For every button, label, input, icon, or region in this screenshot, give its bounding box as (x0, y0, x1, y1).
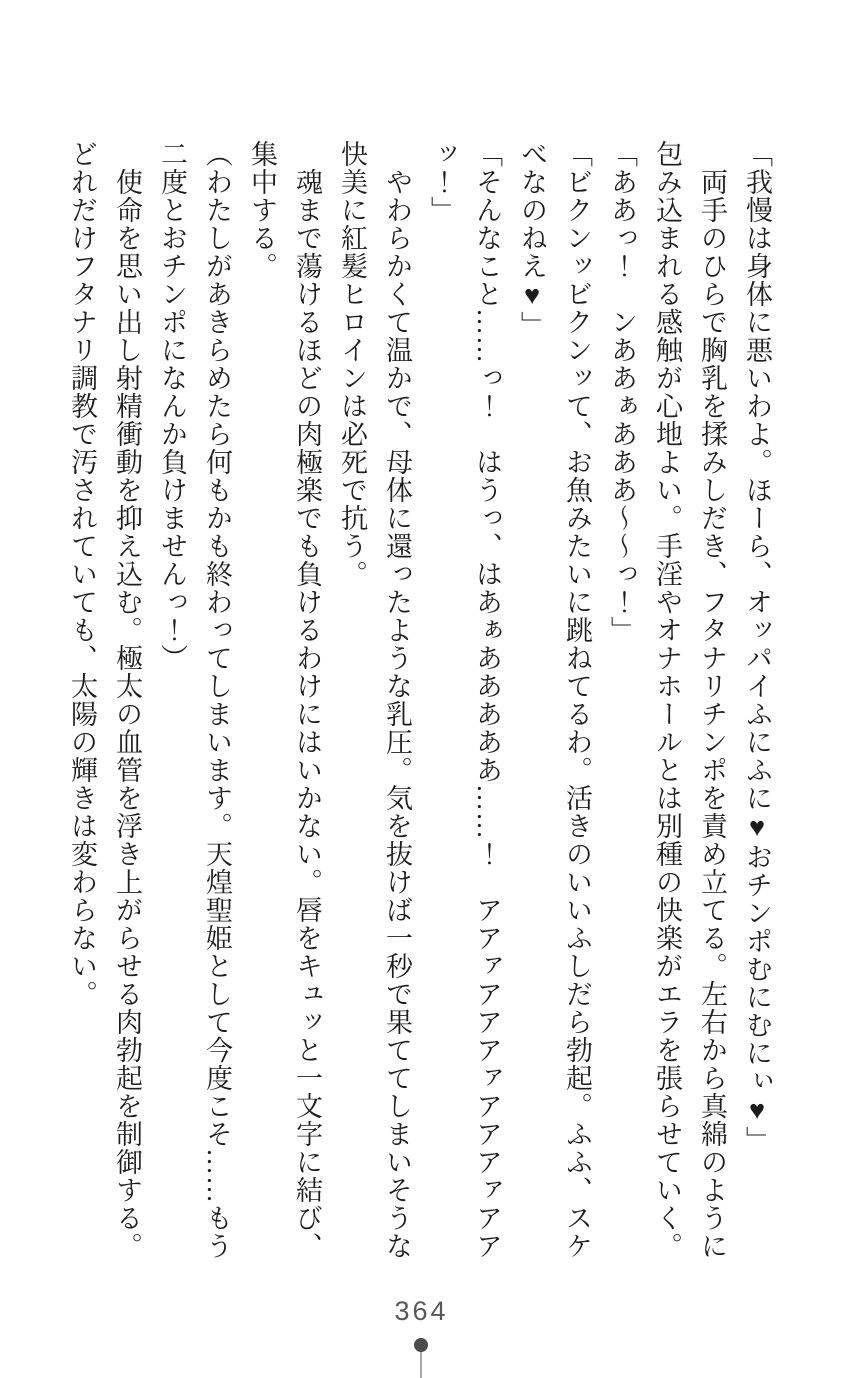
text-column: 「ビクンッビクンッて、お魚みたいに跳ねてるわ。活きのいいふしだら勃起。ふふ、スケ (562, 140, 592, 1260)
text-column: 「そんなこと……っ！ はうっ、はあぁあああああ……！ アアァアアアァアアアァアア (472, 140, 502, 1260)
vertical-text-block (59, 140, 779, 1272)
text-column: 「ああっ！ ンああぁあああ〜〜っ！」 (607, 140, 637, 644)
text-column: ッ！」 (427, 140, 457, 224)
text-column: 魂まで蕩けるほどの肉極楽でも負けるわけにはいかない。唇をキュッと一文字に結び、 (292, 140, 322, 1260)
page-footer (0, 1268, 843, 1378)
text-column: （わたしがあきらめたら何もかも終わってしまいます。天煌聖姫として今度こそ……もう (202, 140, 232, 1260)
text-column: 包み込まれる感触が心地よい。手淫やオナホールとは別種の快楽がエラを張らせていく。 (652, 140, 682, 1260)
text-column: どれだけフタナリ調教で汚されていても、太陽の輝きは変わらない。 (67, 140, 97, 1008)
footer-ornament-dot-icon (414, 1338, 428, 1352)
text-column: 快美に紅髪ヒロインは必死で抗う。 (337, 140, 367, 588)
text-column: 両手のひらで胸乳を揉みしだき、フタナリチンポを責め立てる。左右から真綿のように (697, 140, 727, 1260)
page-number: 364 (394, 1296, 449, 1326)
text-column: 「我慢は身体に悪いわよ。ほーら、オッパイふにふに♥おチンポむにむにぃ♥」 (742, 140, 772, 1154)
footer-ornament-line (420, 1345, 422, 1378)
text-column: 集中する。 (247, 140, 277, 280)
text-column: 使命を思い出し射精衝動を抑え込む。極太の血管を浮き上がらせる肉勃起を制御する。 (112, 140, 142, 1260)
text-column: べなのねえ♥」 (517, 140, 547, 339)
text-column: やわらかくて温かで、母体に還ったような乳圧。気を抜けば一秒で果ててしまいそうな (382, 140, 412, 1260)
text-column: 二度とおチンポになんか負けませんっ！） (157, 140, 187, 672)
